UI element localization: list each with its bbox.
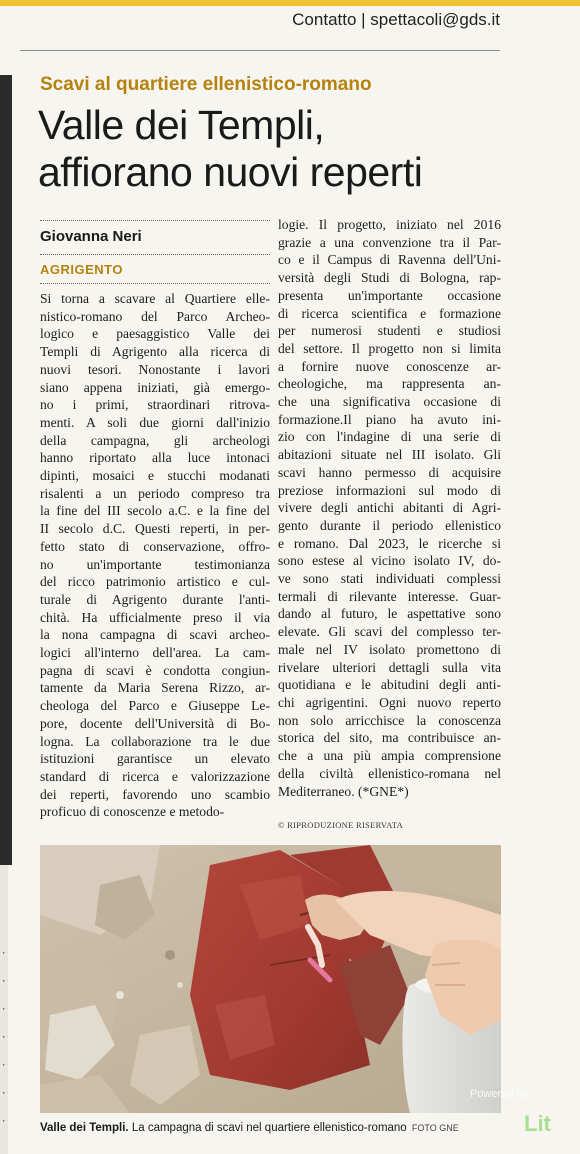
article-text-line: vivere degli antichi abitanti di Agri-: [278, 500, 501, 516]
headline-line-1: Valle dei Templi,: [38, 102, 325, 148]
article-text-line: dipinti, mosaici e stucchi modanati: [40, 468, 270, 484]
article-text-line: termali di rilevante interesse. Guar-: [278, 588, 501, 604]
top-accent-bar: [0, 0, 580, 6]
article-text-line: logie. Il progetto, iniziato nel 2016: [278, 217, 501, 232]
article-text-line: no i primi, straordinari ritrova-: [40, 397, 270, 413]
article-text-line: turale di Agrigento durante l'anti-: [40, 591, 270, 607]
watermark-logo-text: Lit: [524, 1111, 551, 1136]
article-text-line: la fine del III secolo a.C. e la fine del: [40, 503, 270, 519]
article-text-line: sono estese al vicino isolato IV, do-: [278, 553, 501, 569]
article-author: Giovanna Neri: [40, 228, 142, 245]
photo-caption: [40, 1122, 520, 1134]
article-text-line: della civiltà ellenistico-romana nel: [278, 765, 501, 781]
article-text-line: logici all'interno dell'area. La cam-: [40, 645, 270, 661]
adjacent-page-edge: [0, 75, 12, 865]
article-text-line: presenta un'importante occasione: [278, 287, 501, 303]
article-dateline: AGRIGENTO: [40, 262, 123, 277]
article-text-line: chità. Ha ufficialmente preso il via: [40, 609, 270, 625]
article-text-line: nuovi tesori. Nonostante i lavori: [40, 361, 270, 377]
article-text-line: rivelare ulteriori dettagli sulla vita: [278, 659, 501, 675]
photo-credit: FOTO GNE: [411, 1123, 459, 1133]
article-text-line: versità degli Studi di Bologna, rap-: [278, 270, 501, 286]
caption-lead: Valle dei Templi.: [40, 1122, 129, 1134]
headline-line-2: affiorano nuovi reperti: [38, 149, 423, 195]
article-text-line: formazione.Il piano ha avuto ini-: [278, 411, 501, 427]
article-text-line: co e il Campus di Ravenna dell'Uni-: [278, 252, 501, 268]
article-text-line: Mediterraneo. (*GNE*): [278, 783, 409, 799]
article-text-line: standard di ricerca e valorizzazione: [40, 768, 270, 784]
article-text-line: della campagna, gli archeologi: [40, 432, 270, 448]
article-text-line: risalenti a un periodo compreso tra: [40, 485, 270, 501]
article-text-line: la nona campagna di scavi archeo-: [40, 627, 270, 643]
article-text-line: male nel IV isolato promettono di: [278, 641, 501, 657]
article-text-line: del settore. Il progetto non si limita: [278, 340, 501, 356]
article-text-line: cheologiche, ma rappresenta an-: [278, 376, 501, 392]
excavation-photo: [40, 845, 501, 1113]
article-text-line: e romano. Dal 2023, le ricerche si: [278, 535, 501, 551]
dotted-rule: [40, 254, 270, 255]
article-text-line: hanno riportato alla luce intonaci: [40, 450, 270, 466]
adjacent-page-marks: · · · · · · ·: [1, 949, 7, 1127]
article-kicker: Scavi al quartiere ellenistico-romano: [40, 74, 372, 95]
article-text-line: zio con l'indagine di una serie di: [278, 429, 501, 445]
article-column-2: [278, 216, 501, 800]
article-text-line: Si torna a scavare al Quartiere elle-: [40, 291, 270, 306]
article-text-line: chi agrigentini. Ogni nuovo reperto: [278, 694, 501, 710]
article-text-line: preziose informazioni sul modo di: [278, 482, 501, 498]
article-text-line: non solo arricchisce la conoscenza: [278, 712, 501, 728]
article-text-line: logico e paesaggistico Valle dei: [40, 326, 270, 342]
article-text-line: gento durante il periodo ellenistico: [278, 517, 501, 533]
article-text-line: per numerosi studenti e studiosi: [278, 323, 501, 339]
article-text-line: proficuo di conoscenze e metodo-: [40, 804, 225, 820]
article-text-line: pagna di scavi è condotta congiun-: [40, 662, 270, 678]
article-text-line: elevate. Gli scavi del complesso ter-: [278, 624, 501, 640]
article-text-line: cheologa del Parco e Giuseppe Le-: [40, 698, 270, 714]
article-text-line: pore, docente dell'Università di Bo-: [40, 715, 270, 731]
article-text-line: tamente da Maria Serena Rizzo, ar-: [40, 680, 270, 696]
article-text-line: ve sono stati individuati complessi: [278, 571, 501, 587]
article-text-line: no un'importante testimonianza: [40, 556, 270, 572]
article-text-line: storica del sito, ma contribuisce an-: [278, 730, 501, 746]
article-text-line: scavi hanno permesso di acquisire: [278, 464, 501, 480]
article-text-line: quotidiana e le abitudini degli anti-: [278, 677, 501, 693]
article-headline: [38, 102, 518, 196]
article-text-line: siano appena iniziati, già emergo-: [40, 379, 270, 395]
article-column-1: [40, 290, 270, 821]
article-text-line: istituzioni garantisce un elevato: [40, 751, 270, 767]
article-text-line: menti. A soli due giorni dall'inizio: [40, 414, 270, 430]
article-text-line: del ricco patrimonio artistico e cul-: [40, 574, 270, 590]
contact-line: Contatto | spettacoli@gds.it: [292, 10, 500, 29]
article-text-line: II secolo d.C. Questi reperti, in per-: [40, 521, 270, 537]
article-text-line: a fornire nuove conoscenze ar-: [278, 358, 501, 374]
article-text-line: fetto stato di conservazione, offro-: [40, 538, 270, 554]
app-watermark: [438, 1085, 568, 1145]
article-text-line: dei reperti, favorendo uno scambio: [40, 786, 270, 802]
copyright-notice: © RIPRODUZIONE RISERVATA: [278, 820, 404, 830]
caption-text: La campagna di scavi nel quartiere ellenistico-romano: [128, 1122, 407, 1134]
article-text-line: che a una più ampia comprensione: [278, 748, 501, 764]
article-text-line: di ricerca scientifica e formazione: [278, 305, 501, 321]
watermark-small-text: Powered by: [470, 1088, 529, 1100]
header-rule: [20, 50, 500, 51]
article-text-line: nistico-romano del Parco Archeo-: [40, 308, 270, 324]
article-text-line: abitazioni situate nel III isolato. Gli: [278, 447, 501, 463]
article-text-line: grazie a una convenzione tra il Par-: [278, 234, 501, 250]
article-text-line: Templi di Agrigento alla ricerca di: [40, 344, 270, 360]
article-text-line: dando al futuro, le aspettative sono: [278, 606, 501, 622]
dotted-rule: [40, 220, 270, 221]
article-text-line: logna. La collaborazione tra le due: [40, 733, 270, 749]
article-text-line: che una significativa occasione di: [278, 394, 501, 410]
dotted-rule: [40, 283, 270, 284]
